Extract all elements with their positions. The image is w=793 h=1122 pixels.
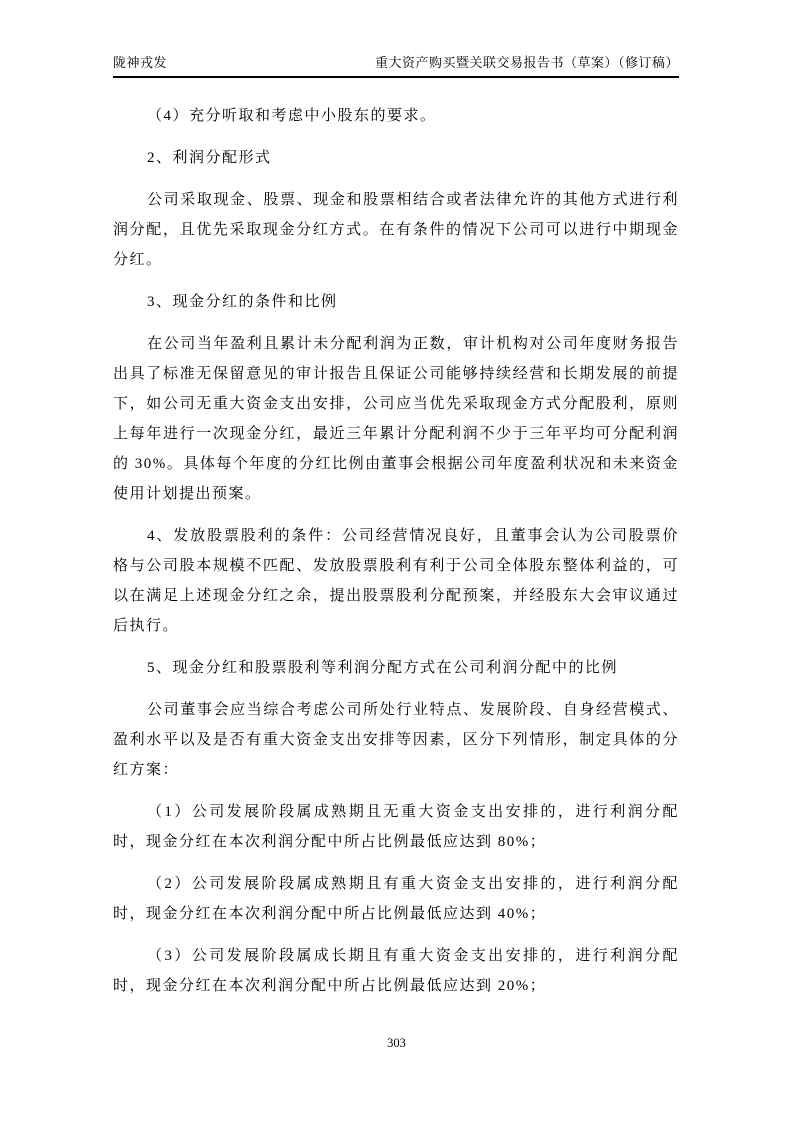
paragraph-scenario-3: （3）公司发展阶段属成长期且有重大资金支出安排的，进行利润分配时，现金分红在本次利润分配中所占比例最低应达到 20%； bbox=[113, 948, 679, 994]
header-company-name: 陇神戎发 bbox=[113, 55, 168, 70]
heading-profit-distribution-form: 2、利润分配形式 bbox=[147, 150, 272, 166]
paragraph-distribution-form: 公司采取现金、股票、现金和股票相结合或者法律允许的其他方式进行利润分配，且优先采取现金分红方式。在有条件的情况下公司可以进行中期现金分红。 bbox=[113, 192, 679, 268]
paragraph-cash-dividend-conditions: 在公司当年盈利且累计未分配利润为正数，审计机构对公司年度财务报告出具了标准无保留意见的审计报告且保证公司能够持续经营和长期发展的前提下，如公司无重大资金支出安排，公司应当优先采取现金方式分配股利，原则上每年进行一次现金分红，最近三年累计分配利润不少于三年平均可分配利润的 30%。具体每个年度的分红比例由董事会根据公司年度盈利状况和未来资金使用计划提出预案。 bbox=[113, 336, 679, 502]
paragraph-item-4: （4）充分听取和考虑中小股东的要求。 bbox=[147, 108, 437, 124]
page-number: 303 bbox=[387, 1036, 406, 1050]
paragraph-scenario-2: （2）公司发展阶段属成熟期且有重大资金支出安排的，进行利润分配时，现金分红在本次利润分配中所占比例最低应达到 40%； bbox=[113, 876, 679, 922]
paragraph-stock-dividend-conditions: 4、发放股票股利的条件：公司经营情况良好，且董事会认为公司股票价格与公司股本规模不匹配、发放股票股利有利于公司全体股东整体利益的，可以在满足上述现金分红之余，提出股票股利分配预案，并经股东大会审议通过后执行。 bbox=[113, 528, 679, 634]
document-body bbox=[113, 78, 679, 1001]
header-report-title: 重大资产购买暨关联交易报告书（草案）（修订稿） bbox=[374, 55, 679, 70]
heading-cash-dividend-conditions: 3、现金分红的条件和比例 bbox=[147, 294, 338, 310]
page-footer bbox=[0, 1036, 793, 1051]
heading-dividend-ratio: 5、现金分红和股票股利等利润分配方式在公司利润分配中的比例 bbox=[147, 660, 619, 676]
paragraph-board-considerations: 公司董事会应当综合考虑公司所处行业特点、发展阶段、自身经营模式、盈利水平以及是否有重大资金支出安排等因素，区分下列情形，制定具体的分红方案： bbox=[113, 702, 679, 778]
page-header bbox=[113, 52, 679, 76]
paragraph-scenario-1: （1）公司发展阶段属成熟期且无重大资金支出安排的，进行利润分配时，现金分红在本次利润分配中所占比例最低应达到 80%； bbox=[113, 804, 679, 850]
